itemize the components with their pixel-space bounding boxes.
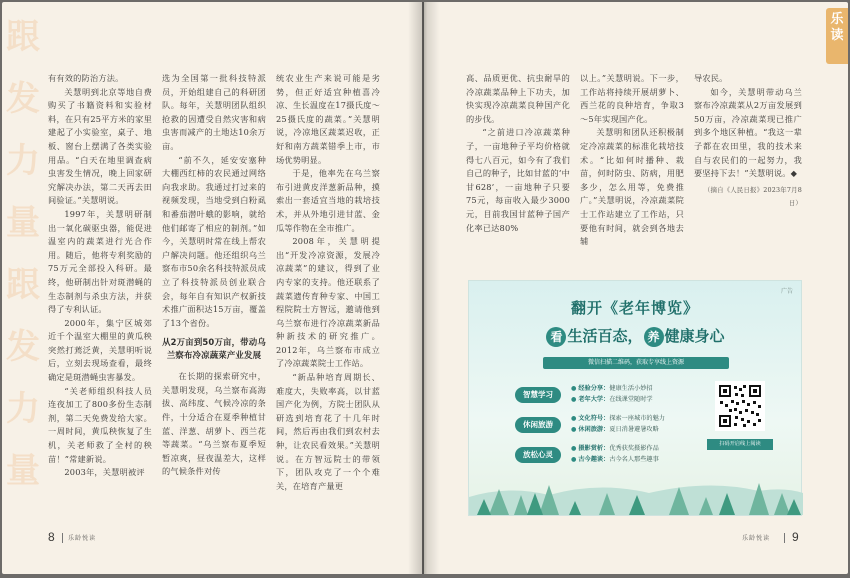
ad-feature-value: 优秀获奖摄影作品 bbox=[609, 445, 659, 452]
qr-code[interactable] bbox=[715, 381, 765, 431]
right-column-3 bbox=[694, 72, 802, 211]
article-source: （摘自《人民日报》2023年7月8日） bbox=[703, 185, 802, 208]
paragraph: 统农业生产来说可能是劣势，但正好适宜种植喜冷凉、生长温度在17摄氏度～25摄氏度的蔬菜。”关慧明说，冷凉地区蔬菜迟收，正好和南方蔬菜错季上市，市场优势明显。 bbox=[276, 73, 380, 165]
bullet-icon: ● bbox=[571, 426, 579, 433]
paragraph: 2000年，集宁区城郊近千个温室大棚里的黄瓜秧突然打蔫泛黄，关慧明听说后，立刻去现场查看，最终确定是斑潜蝇虫害暴发。 bbox=[48, 317, 152, 383]
right-column-1 bbox=[466, 72, 570, 235]
ad-circle-char-2: 养 bbox=[644, 327, 664, 347]
paragraph: 关慧明和团队还积极制定冷凉蔬菜的标准化栽培技术。“比如何时播种、栽苗，何时防虫、防病，用肥多少，怎么用等，免费推广。”关慧明说，冷凉蔬菜院士工作站建立了工作站，只要他有时间，就会到各地去辅 bbox=[580, 127, 684, 247]
right-column-2 bbox=[580, 72, 684, 249]
paragraph: “关老师组织科技人员连夜加工了800多份生态制剂，第二天免费发给大家。一周时间，黄瓜秧恢复了生机，关老师救了全村的秧苗！”常建新说。 bbox=[48, 385, 152, 464]
ad-feature-value: 探索一座城市的魅力 bbox=[609, 415, 665, 422]
decorative-char: 力 bbox=[6, 141, 40, 181]
left-page bbox=[2, 2, 422, 574]
decorative-title-strip bbox=[6, 6, 40, 566]
ad-feature-pill[interactable]: 放松心灵 bbox=[515, 447, 561, 463]
paragraph: 关慧明到北京等地自费购买了书籍资料和实验材料，在只有25平方米的家里建起了小实验室，桌子、地板、窗台上摆满了各类实验用品。“白天在地里调查病虫害发生情况，晚上回家研究解决办法，第二天再去田间验证。”关慧明说。 bbox=[48, 86, 152, 206]
ad-subtitle bbox=[469, 325, 801, 347]
paragraph: 2003年，关慧明被评 bbox=[64, 467, 145, 478]
decorative-char: 量 bbox=[6, 203, 40, 243]
ad-feature-lines bbox=[571, 413, 665, 435]
section-subheading: 从2万亩到50万亩，带动乌兰察布冷凉蔬菜产业发展 bbox=[162, 337, 266, 361]
decorative-char: 发 bbox=[6, 79, 40, 119]
ad-feature-row bbox=[515, 381, 735, 411]
paragraph: 于是，他率先在乌兰察布引进黄皮洋葱新品种，摸索出一套适宜当地的栽培技术，并从外地引进甘蓝、金瓜等作物在全市推广。 bbox=[276, 168, 380, 233]
decorative-char: 力 bbox=[6, 389, 40, 429]
brand-right: 乐龄悦读 bbox=[742, 535, 771, 542]
ad-feature-row bbox=[515, 411, 735, 441]
decorative-char: 量 bbox=[6, 451, 40, 491]
paragraph: 选为全国第一批科技特派员，开始组建自己的科研团队。每年，关慧明团队组织抢救的因遭受自然灾害和病虫害而减产的土地达10余万亩。 bbox=[162, 73, 266, 151]
ad-feature-key: 古今趣谈： bbox=[578, 456, 610, 463]
paragraph: 在长期的探索研究中，关慧明发现，乌兰察布高海拔、高纬度、气候冷凉的条件，十分适合在夏季种植甘蓝、洋葱、胡萝卜、西兰花等蔬菜。“乌兰察布夏季短暂凉爽，昼夜温差大，这样的气候条件对传 bbox=[162, 371, 266, 477]
ad-feature-lines bbox=[571, 443, 659, 465]
ad-feature-line bbox=[571, 424, 665, 435]
paragraph: 1997年，关慧明研制出一氧化碳驱虫器，能促进温室内的蔬菜进行光合作用。随后，他将专利奖励的75万元全部投入科研。最终，他研制出针对斑潜蝇的生态制剂与杀虫方法，并获得了专利认证。 bbox=[48, 208, 152, 315]
ad-feature-key: 摄影赏析： bbox=[578, 445, 610, 452]
ad-tag: 广告 bbox=[780, 288, 793, 295]
bullet-icon: ● bbox=[571, 396, 579, 403]
decorative-char: 跟 bbox=[6, 17, 40, 57]
paragraph: 2008年，关慧明提出“开发冷凉资源，发展冷凉蔬菜”的建议，得到了业内专家的支持。他还联系了蔬菜遗传育种专家、中国工程院院士方智远，邀请他到乌兰察布进行冷凉蔬菜新品种新技术的研究推广。2012年，乌兰察布市成立了冷凉蔬菜院士工作站。 bbox=[276, 236, 380, 369]
left-column-2 bbox=[162, 72, 266, 479]
page-number-left: 8 bbox=[48, 530, 55, 544]
ad-feature-value: 在线课堂随时学 bbox=[609, 396, 653, 403]
left-column-1 bbox=[48, 72, 152, 480]
page-number-right: 9 bbox=[792, 530, 799, 544]
ad-subtitle-part-1: 生活百态， bbox=[567, 327, 643, 345]
ad-feature-line bbox=[571, 413, 665, 424]
ad-feature-value: 夏日消暑避暑攻略 bbox=[609, 426, 659, 433]
bullet-icon: ● bbox=[571, 456, 579, 463]
qr-code-graphic bbox=[717, 383, 763, 429]
decorative-char: 跟 bbox=[6, 265, 40, 305]
decorative-char: 发 bbox=[6, 327, 40, 367]
ad-feature-pill[interactable]: 休闲旅游 bbox=[515, 417, 561, 433]
forest-illustration bbox=[469, 463, 803, 515]
qr-caption: 扫码开启线上阅读 bbox=[707, 439, 773, 450]
ad-title: 翻开《老年博览》 bbox=[570, 299, 699, 317]
left-column-3 bbox=[276, 72, 380, 493]
ad-feature-lines bbox=[571, 383, 653, 405]
bullet-icon: ● bbox=[571, 385, 579, 392]
page-divider-left bbox=[62, 533, 63, 543]
paragraph: “之前进口冷凉蔬菜种子，一亩地种子平均价格就得七八百元，如今有了我们自己的种子，比如甘蓝的‘中甘628’，一亩地种子只要75元，每亩收入最少3000元，目前我国甘蓝种子国产化率已达80% bbox=[466, 127, 570, 233]
ad-feature-line bbox=[571, 443, 659, 454]
ad-feature-line bbox=[571, 394, 653, 405]
paragraph: “前不久，延安安塞种大棚西红柿的农民通过网络向我求助。我通过打过来的视频发现，当地受到白粉虱和番茄潜叶蛾的影响，就给他们邮寄了相应的制剂。”如今，关慧明时常在线上帮农户解决问题。他还组织乌兰察布市50余名科技特派员成立了科技特派员创业联合会，每年自有知识产权新技术推广面积达15万亩，覆盖了13个省份。 bbox=[162, 154, 266, 328]
paragraph: 如今，关慧明带动乌兰察布冷凉蔬菜从2万亩发展到50万亩，冷凉蔬菜现已推广到多个地区种植。“我这一辈子都在农田里，我的技术来自与农民们的一起努力，我要坚持下去！”关慧明说。◆ bbox=[694, 86, 802, 179]
paragraph: 有有效的防治方法。 bbox=[48, 73, 124, 83]
advertisement[interactable] bbox=[468, 280, 802, 516]
ad-feature-value: 健康生活小妙招 bbox=[609, 385, 653, 392]
paragraph: 导农民。 bbox=[694, 73, 728, 83]
brand-left: 乐龄悦读 bbox=[68, 535, 97, 542]
paragraph: “新品种培育周期长、难度大，失败率高，以甘蓝国产化为例，方院士团队从研选到培育花了十几年时间，然后再由我们到农村去种，让农民看效果。”关慧明说。在方智远院士的带领下，团队攻克了一个个难关，在培育产量更 bbox=[276, 372, 380, 491]
ad-feature-pill[interactable]: 智慧学习 bbox=[515, 387, 561, 403]
ad-feature-key: 老年大学： bbox=[578, 396, 610, 403]
paragraph: 高、品质更优、抗虫耐旱的冷凉蔬菜品种上下功夫，加快实现冷凉蔬菜良种国产化的步伐。 bbox=[466, 73, 570, 124]
bullet-icon: ● bbox=[571, 415, 579, 422]
ad-feature-key: 文化符号： bbox=[578, 415, 610, 422]
bullet-icon: ● bbox=[571, 445, 579, 452]
page-divider-right bbox=[784, 533, 785, 543]
ad-feature-key: 经验分享： bbox=[578, 385, 610, 392]
section-tab-label: 乐读 bbox=[830, 12, 844, 43]
paragraph: 以上。”关慧明说。下一步，工作站将持续开展胡萝卜、西兰花的良种培育，争取3～5年实现国产化。 bbox=[580, 73, 684, 124]
ad-feature-key: 休闲旅游： bbox=[578, 426, 610, 433]
ad-feature-value: 古今名人那些趣事 bbox=[609, 456, 659, 463]
ad-circle-char-1: 看 bbox=[546, 327, 566, 347]
ad-instruction-bar: 微信扫描二维码，获取专享线上资源 bbox=[543, 357, 729, 369]
ad-subtitle-part-2: 健康身心 bbox=[664, 327, 725, 345]
ad-feature-line bbox=[571, 383, 653, 394]
section-tab bbox=[826, 8, 848, 64]
